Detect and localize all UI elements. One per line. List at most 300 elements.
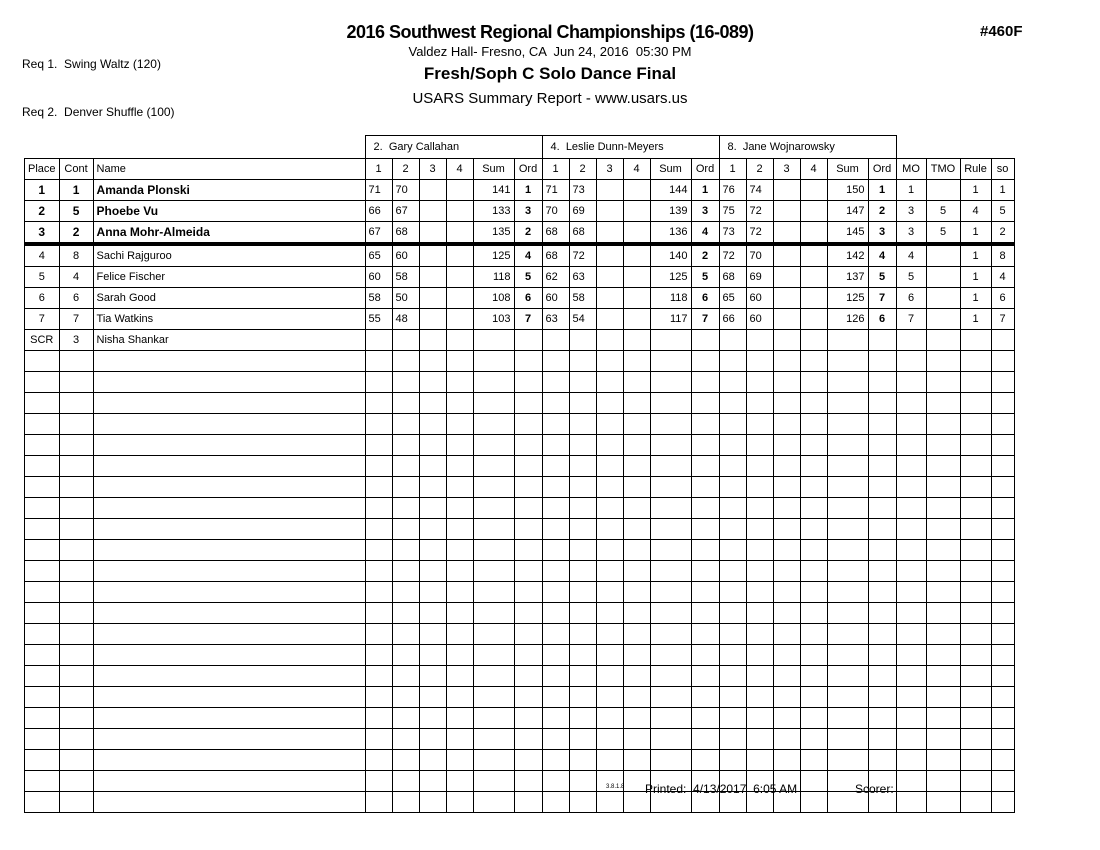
score-cell	[719, 330, 746, 351]
ordinal-cell	[514, 330, 542, 351]
col-header-judge1-3: 3	[419, 159, 446, 180]
tmo-cell	[926, 624, 960, 645]
score-cell	[419, 624, 446, 645]
score-cell	[773, 309, 800, 330]
score-cell	[419, 792, 446, 813]
so-cell	[991, 414, 1014, 435]
score-cell	[569, 372, 596, 393]
score-cell	[446, 603, 473, 624]
score-cell	[446, 624, 473, 645]
score-cell	[419, 729, 446, 750]
score-cell: 69	[746, 267, 773, 288]
place-cell	[25, 477, 60, 498]
mo-cell	[896, 456, 926, 477]
score-cell	[650, 687, 691, 708]
contestant-number-cell	[59, 477, 93, 498]
ordinal-cell	[514, 729, 542, 750]
score-cell	[473, 729, 514, 750]
skater-name-cell	[93, 771, 365, 792]
sum-cell: 125	[650, 267, 691, 288]
ordinal-cell: 1	[514, 180, 542, 201]
score-cell	[569, 666, 596, 687]
score-cell	[773, 222, 800, 245]
venue-date-line: Valdez Hall- Fresno, CA Jun 24, 2016 05:30 PM	[408, 44, 692, 59]
place-cell	[25, 624, 60, 645]
score-cell	[800, 372, 827, 393]
score-cell	[719, 645, 746, 666]
requirement-line-2: Req 2. Denver Shuffle (100)	[22, 105, 175, 119]
score-cell	[773, 645, 800, 666]
score-cell	[473, 750, 514, 771]
col-header-judge3-2: 2	[746, 159, 773, 180]
score-cell	[569, 771, 596, 792]
score-cell	[596, 561, 623, 582]
score-cell	[596, 540, 623, 561]
score-cell	[542, 351, 569, 372]
so-cell: 8	[991, 244, 1014, 267]
score-cell	[800, 708, 827, 729]
rule-cell	[960, 393, 991, 414]
ordinal-cell	[691, 351, 719, 372]
score-cell: 65	[365, 244, 392, 267]
mo-cell	[896, 729, 926, 750]
score-cell	[623, 330, 650, 351]
judge-band-spacer	[896, 136, 1014, 159]
judge-2-name: 4. Leslie Dunn-Meyers	[542, 136, 719, 159]
contestant-number-cell	[59, 708, 93, 729]
sum-cell: 118	[650, 288, 691, 309]
tmo-cell	[926, 393, 960, 414]
tmo-cell	[926, 519, 960, 540]
ordinal-cell: 7	[514, 309, 542, 330]
score-cell	[650, 498, 691, 519]
score-cell	[473, 477, 514, 498]
score-cell	[446, 309, 473, 330]
skater-row	[25, 267, 1015, 288]
score-cell	[419, 498, 446, 519]
page-title: 2016 Southwest Regional Championships (16-089)	[346, 22, 754, 42]
place-cell	[25, 582, 60, 603]
contestant-number-cell	[59, 498, 93, 519]
so-cell	[991, 666, 1014, 687]
tmo-cell	[926, 645, 960, 666]
score-cell	[596, 201, 623, 222]
ordinal-cell	[691, 708, 719, 729]
score-cell	[365, 750, 392, 771]
col-header-judge1-1: 1	[365, 159, 392, 180]
score-cell	[446, 351, 473, 372]
score-cell	[773, 498, 800, 519]
skater-name-cell	[93, 750, 365, 771]
score-cell	[719, 414, 746, 435]
score-cell	[392, 708, 419, 729]
score-cell: 60	[746, 309, 773, 330]
ordinal-cell	[868, 393, 896, 414]
skater-name-cell: Amanda Plonski	[93, 180, 365, 201]
mo-cell	[896, 372, 926, 393]
score-cell	[446, 244, 473, 267]
skater-name-cell	[93, 519, 365, 540]
score-cell	[446, 288, 473, 309]
score-cell	[650, 582, 691, 603]
tmo-cell	[926, 435, 960, 456]
col-header-judge1-sum: Sum	[473, 159, 514, 180]
mo-cell	[896, 687, 926, 708]
score-cell	[800, 624, 827, 645]
place-cell	[25, 372, 60, 393]
so-cell	[991, 519, 1014, 540]
score-cell	[650, 351, 691, 372]
contestant-number-cell	[59, 729, 93, 750]
score-cell	[596, 519, 623, 540]
score-cell	[446, 435, 473, 456]
skater-name-cell	[93, 582, 365, 603]
score-cell	[746, 645, 773, 666]
place-cell: 4	[25, 244, 60, 267]
report-type-line: USARS Summary Report - www.usars.us	[412, 90, 688, 107]
score-cell	[827, 393, 868, 414]
contestant-number-cell	[59, 792, 93, 813]
so-cell	[991, 477, 1014, 498]
col-header-judge1-2: 2	[392, 159, 419, 180]
mo-cell: 7	[896, 309, 926, 330]
so-cell	[991, 561, 1014, 582]
contestant-number-cell	[59, 351, 93, 372]
score-cell	[542, 582, 569, 603]
ordinal-cell	[868, 729, 896, 750]
so-cell	[991, 330, 1014, 351]
score-cell: 60	[746, 288, 773, 309]
ordinal-cell	[691, 519, 719, 540]
score-cell	[827, 582, 868, 603]
score-cell	[542, 708, 569, 729]
sum-cell: 126	[827, 309, 868, 330]
score-cell: 60	[542, 288, 569, 309]
tmo-cell	[926, 540, 960, 561]
empty-row	[25, 687, 1015, 708]
tmo-cell	[926, 582, 960, 603]
ordinal-cell	[514, 351, 542, 372]
mo-cell	[896, 645, 926, 666]
rule-cell	[960, 435, 991, 456]
tmo-cell	[926, 792, 960, 813]
score-cell	[392, 561, 419, 582]
score-cell	[719, 372, 746, 393]
score-cell	[827, 561, 868, 582]
so-cell	[991, 729, 1014, 750]
skater-name-cell	[93, 351, 365, 372]
printed-timestamp: Printed: 4/13/2017 6:05 AM	[645, 782, 798, 796]
score-cell	[773, 477, 800, 498]
score-cell	[446, 372, 473, 393]
ordinal-cell	[514, 561, 542, 582]
score-cell	[800, 309, 827, 330]
rule-cell: 1	[960, 288, 991, 309]
score-cell	[746, 750, 773, 771]
place-cell	[25, 393, 60, 414]
mo-cell	[896, 351, 926, 372]
tmo-cell	[926, 498, 960, 519]
score-cell	[650, 540, 691, 561]
score-cell	[473, 561, 514, 582]
mo-cell: 6	[896, 288, 926, 309]
score-cell: 50	[392, 288, 419, 309]
score-cell	[623, 708, 650, 729]
col-header-judge3-1: 1	[719, 159, 746, 180]
score-cell	[569, 477, 596, 498]
ordinal-cell	[514, 414, 542, 435]
score-cell	[800, 687, 827, 708]
score-cell	[650, 456, 691, 477]
sum-cell: 139	[650, 201, 691, 222]
col-header-tmo: TMO	[926, 159, 960, 180]
score-cell	[596, 498, 623, 519]
score-cell	[827, 729, 868, 750]
score-cell	[365, 582, 392, 603]
score-cell	[827, 435, 868, 456]
score-cell: 70	[746, 244, 773, 267]
place-cell	[25, 645, 60, 666]
so-cell	[991, 435, 1014, 456]
score-cell: 74	[746, 180, 773, 201]
ordinal-cell: 6	[868, 309, 896, 330]
event-title: Fresh/Soph C Solo Dance Final	[423, 64, 677, 83]
score-cell	[623, 244, 650, 267]
ordinal-cell	[868, 687, 896, 708]
score-cell	[719, 708, 746, 729]
score-cell	[596, 244, 623, 267]
score-cell	[746, 351, 773, 372]
score-cell	[827, 666, 868, 687]
skater-name-cell: Sarah Good	[93, 288, 365, 309]
ordinal-cell	[514, 519, 542, 540]
score-cell	[650, 645, 691, 666]
place-cell	[25, 351, 60, 372]
tmo-cell	[926, 267, 960, 288]
ordinal-cell	[868, 351, 896, 372]
score-cell: 72	[746, 201, 773, 222]
score-cell	[623, 519, 650, 540]
empty-row	[25, 414, 1015, 435]
score-cell	[746, 372, 773, 393]
ordinal-cell	[691, 477, 719, 498]
score-cell	[542, 498, 569, 519]
score-cell: 62	[542, 267, 569, 288]
tmo-cell	[926, 477, 960, 498]
ordinal-cell	[868, 582, 896, 603]
score-cell	[800, 792, 827, 813]
score-cell: 73	[719, 222, 746, 245]
empty-row	[25, 645, 1015, 666]
so-cell	[991, 687, 1014, 708]
score-cell	[473, 687, 514, 708]
score-cell	[569, 624, 596, 645]
contestant-number-cell	[59, 414, 93, 435]
contestant-number-cell	[59, 540, 93, 561]
score-cell: 68	[392, 222, 419, 245]
so-cell	[991, 771, 1014, 792]
tmo-cell	[926, 687, 960, 708]
score-cell	[746, 519, 773, 540]
score-cell	[419, 540, 446, 561]
software-version: 3.8.1.8	[606, 784, 625, 790]
mo-cell	[896, 498, 926, 519]
so-cell	[991, 582, 1014, 603]
score-cell	[596, 645, 623, 666]
col-header-judge2-1: 1	[542, 159, 569, 180]
score-cell	[800, 393, 827, 414]
score-cell	[392, 582, 419, 603]
skater-name-cell	[93, 561, 365, 582]
sum-cell: 117	[650, 309, 691, 330]
so-cell	[991, 624, 1014, 645]
score-cell	[746, 456, 773, 477]
score-cell	[719, 435, 746, 456]
ordinal-cell	[514, 540, 542, 561]
rule-cell: 4	[960, 201, 991, 222]
score-cell	[623, 201, 650, 222]
sum-cell: 140	[650, 244, 691, 267]
score-cell	[569, 687, 596, 708]
score-cell: 70	[542, 201, 569, 222]
ordinal-cell: 4	[868, 244, 896, 267]
score-cell	[365, 603, 392, 624]
score-cell: 76	[719, 180, 746, 201]
score-cell	[773, 687, 800, 708]
tmo-cell	[926, 603, 960, 624]
score-cell	[473, 792, 514, 813]
so-cell	[991, 456, 1014, 477]
ordinal-cell	[514, 477, 542, 498]
ordinal-cell	[868, 561, 896, 582]
tmo-cell: 5	[926, 222, 960, 245]
ordinal-cell: 5	[691, 267, 719, 288]
score-cell	[446, 771, 473, 792]
score-cell	[827, 750, 868, 771]
ordinal-cell	[868, 498, 896, 519]
score-cell	[446, 582, 473, 603]
score-cell	[623, 540, 650, 561]
score-cell	[473, 624, 514, 645]
ordinal-cell	[691, 456, 719, 477]
score-cell	[596, 351, 623, 372]
contestant-number-cell	[59, 624, 93, 645]
score-cell	[473, 666, 514, 687]
score-cell	[365, 708, 392, 729]
so-cell: 7	[991, 309, 1014, 330]
score-cell	[800, 477, 827, 498]
score-cell	[800, 330, 827, 351]
score-cell	[473, 372, 514, 393]
sum-cell: 145	[827, 222, 868, 245]
score-cell	[419, 750, 446, 771]
rule-cell	[960, 750, 991, 771]
place-cell	[25, 456, 60, 477]
score-cell	[446, 708, 473, 729]
tmo-cell	[926, 330, 960, 351]
score-cell: 73	[569, 180, 596, 201]
score-cell	[419, 603, 446, 624]
score-cell	[746, 561, 773, 582]
score-cell	[650, 603, 691, 624]
place-cell	[25, 666, 60, 687]
empty-row	[25, 435, 1015, 456]
tmo-cell	[926, 288, 960, 309]
empty-row	[25, 393, 1015, 414]
score-cell	[650, 708, 691, 729]
skater-name-cell	[93, 498, 365, 519]
mo-cell: 1	[896, 180, 926, 201]
score-cell	[446, 792, 473, 813]
score-cell	[365, 729, 392, 750]
tmo-cell	[926, 351, 960, 372]
score-cell	[365, 666, 392, 687]
score-cell	[446, 519, 473, 540]
score-cell	[365, 330, 392, 351]
ordinal-cell	[691, 414, 719, 435]
so-cell	[991, 603, 1014, 624]
tmo-cell	[926, 729, 960, 750]
score-cell	[569, 393, 596, 414]
skater-name-cell	[93, 456, 365, 477]
col-header-judge3-ord: Ord	[868, 159, 896, 180]
score-cell	[419, 180, 446, 201]
ordinal-cell	[514, 498, 542, 519]
place-cell: 1	[25, 180, 60, 201]
place-cell	[25, 792, 60, 813]
place-cell	[25, 498, 60, 519]
score-cell	[800, 519, 827, 540]
ordinal-cell	[691, 561, 719, 582]
score-cell	[650, 624, 691, 645]
tmo-cell	[926, 708, 960, 729]
ordinal-cell: 1	[691, 180, 719, 201]
score-cell	[365, 393, 392, 414]
tmo-cell: 5	[926, 201, 960, 222]
score-cell	[773, 351, 800, 372]
rule-cell	[960, 456, 991, 477]
contestant-number-cell: 7	[59, 309, 93, 330]
score-cell	[773, 666, 800, 687]
event-number: #460F	[980, 23, 1023, 40]
skater-name-cell	[93, 792, 365, 813]
score-cell	[365, 351, 392, 372]
score-cell	[569, 330, 596, 351]
ordinal-cell	[868, 624, 896, 645]
score-cell	[800, 561, 827, 582]
place-cell: 7	[25, 309, 60, 330]
score-cell	[392, 687, 419, 708]
rule-cell	[960, 498, 991, 519]
score-cell	[773, 180, 800, 201]
ordinal-cell: 2	[514, 222, 542, 245]
ordinal-cell	[514, 435, 542, 456]
ordinal-cell	[691, 645, 719, 666]
score-cell	[446, 414, 473, 435]
place-cell	[25, 519, 60, 540]
score-cell	[542, 750, 569, 771]
score-cell	[392, 456, 419, 477]
skater-name-cell	[93, 414, 365, 435]
skater-name-cell	[93, 666, 365, 687]
score-cell	[623, 687, 650, 708]
score-cell	[542, 624, 569, 645]
empty-row	[25, 708, 1015, 729]
rule-cell	[960, 477, 991, 498]
score-cell	[569, 645, 596, 666]
empty-row	[25, 519, 1015, 540]
rule-cell	[960, 561, 991, 582]
